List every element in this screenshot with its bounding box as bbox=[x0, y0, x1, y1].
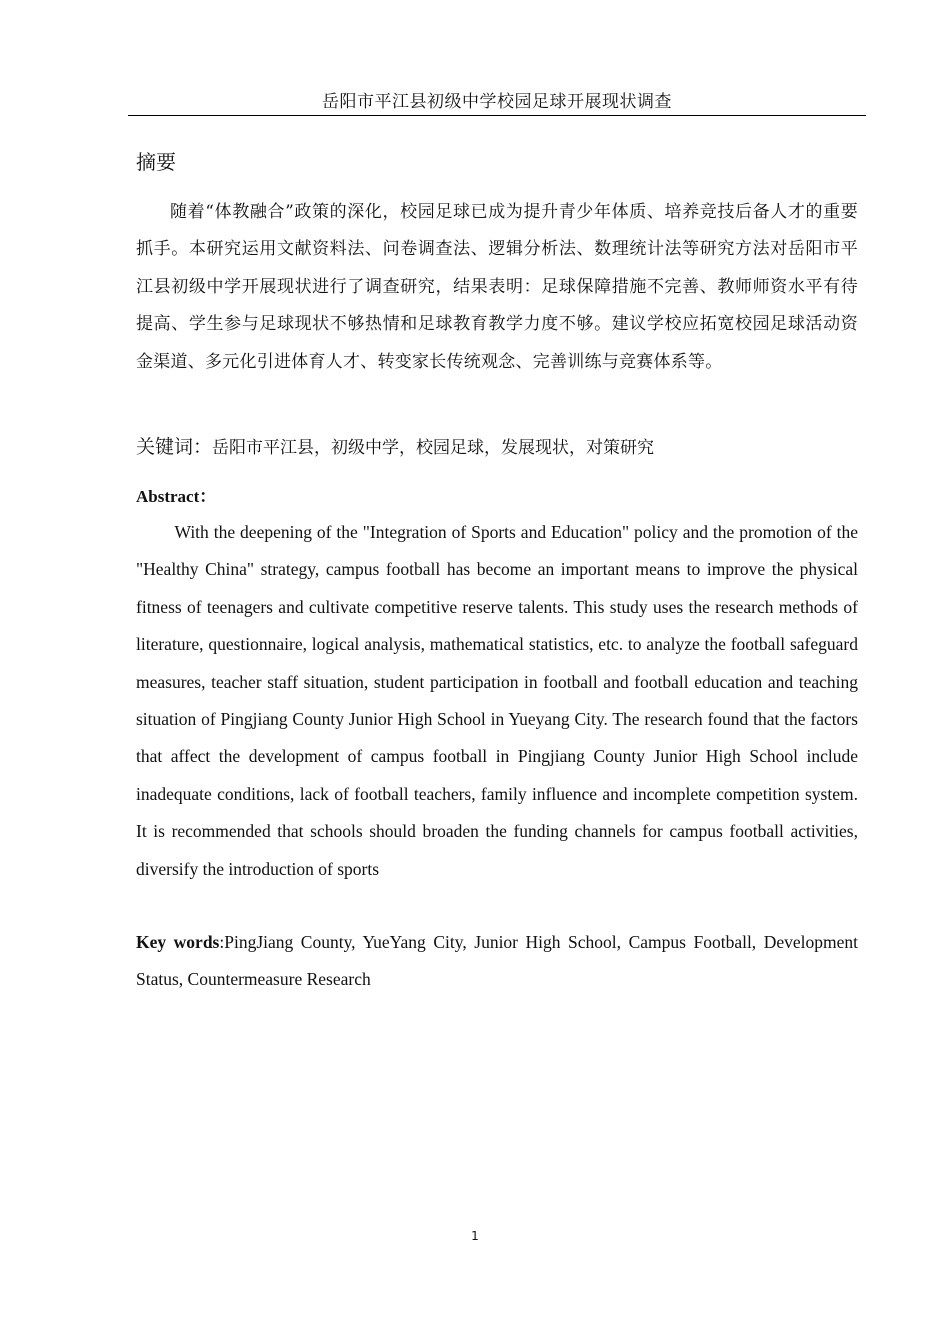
english-abstract-body: With the deepening of the "Integration of Sports and Education" policy and the promotion of the "Healthy China" strategy, campus football has become an important means to improve the physical fitness of teenagers and cultivate competitive reserve talents. This study uses the research methods of literature, questionnaire, logical analysis, mathematical statistics, etc. to analyze the football safeguard measures, teacher staff situation, student participation in football and football education and teaching situation of Pingjiang County Junior High School in Yueyang City. The research found that the factors that affect the development of campus football in Pingjiang County Junior High School include inadequate conditions, lack of football teachers, family influence and incomplete competition system. It is recommended that schools should broaden the funding channels for campus football activities, diversify the introduction of sports bbox=[136, 522, 858, 879]
english-keywords bbox=[136, 924, 858, 999]
page-number: 1 bbox=[471, 1229, 479, 1243]
english-keywords-label: Key words bbox=[136, 932, 220, 952]
chinese-keywords-label: 关键词： bbox=[136, 436, 213, 458]
english-keywords-text: :PingJiang County, YueYang City, Junior High School, Campus Football, Development Status, Countermeasure Research bbox=[136, 932, 858, 990]
chinese-keywords bbox=[136, 433, 858, 462]
chinese-keywords-text: 岳阳市平江县，初级中学，校园足球，发展现状，对策研究 bbox=[212, 438, 655, 458]
running-header: 岳阳市平江县初级中学校园足球开展现状调查 bbox=[322, 92, 672, 112]
chinese-abstract-heading: 摘要 bbox=[136, 150, 176, 174]
english-abstract-heading: Abstract： bbox=[136, 487, 217, 506]
chinese-abstract-body: 随着“体教融合”政策的深化，校园足球已成为提升青少年体质、培养竞技后备人才的重要抓手。本研究运用文献资料法、问卷调查法、逻辑分析法、数理统计法等研究方法对岳阳市平江县初级中学开展现状进行了调查研究，结果表明：足球保障措施不完善、教师师资水平有待提高、学生参与足球现状不够热情和足球教育教学力度不够。建议学校应拓宽校园足球活动资金渠道、多元化引进体育人才、转变家长传统观念、完善训练与竞赛体系等。 bbox=[136, 202, 858, 372]
header-rule bbox=[128, 115, 866, 116]
